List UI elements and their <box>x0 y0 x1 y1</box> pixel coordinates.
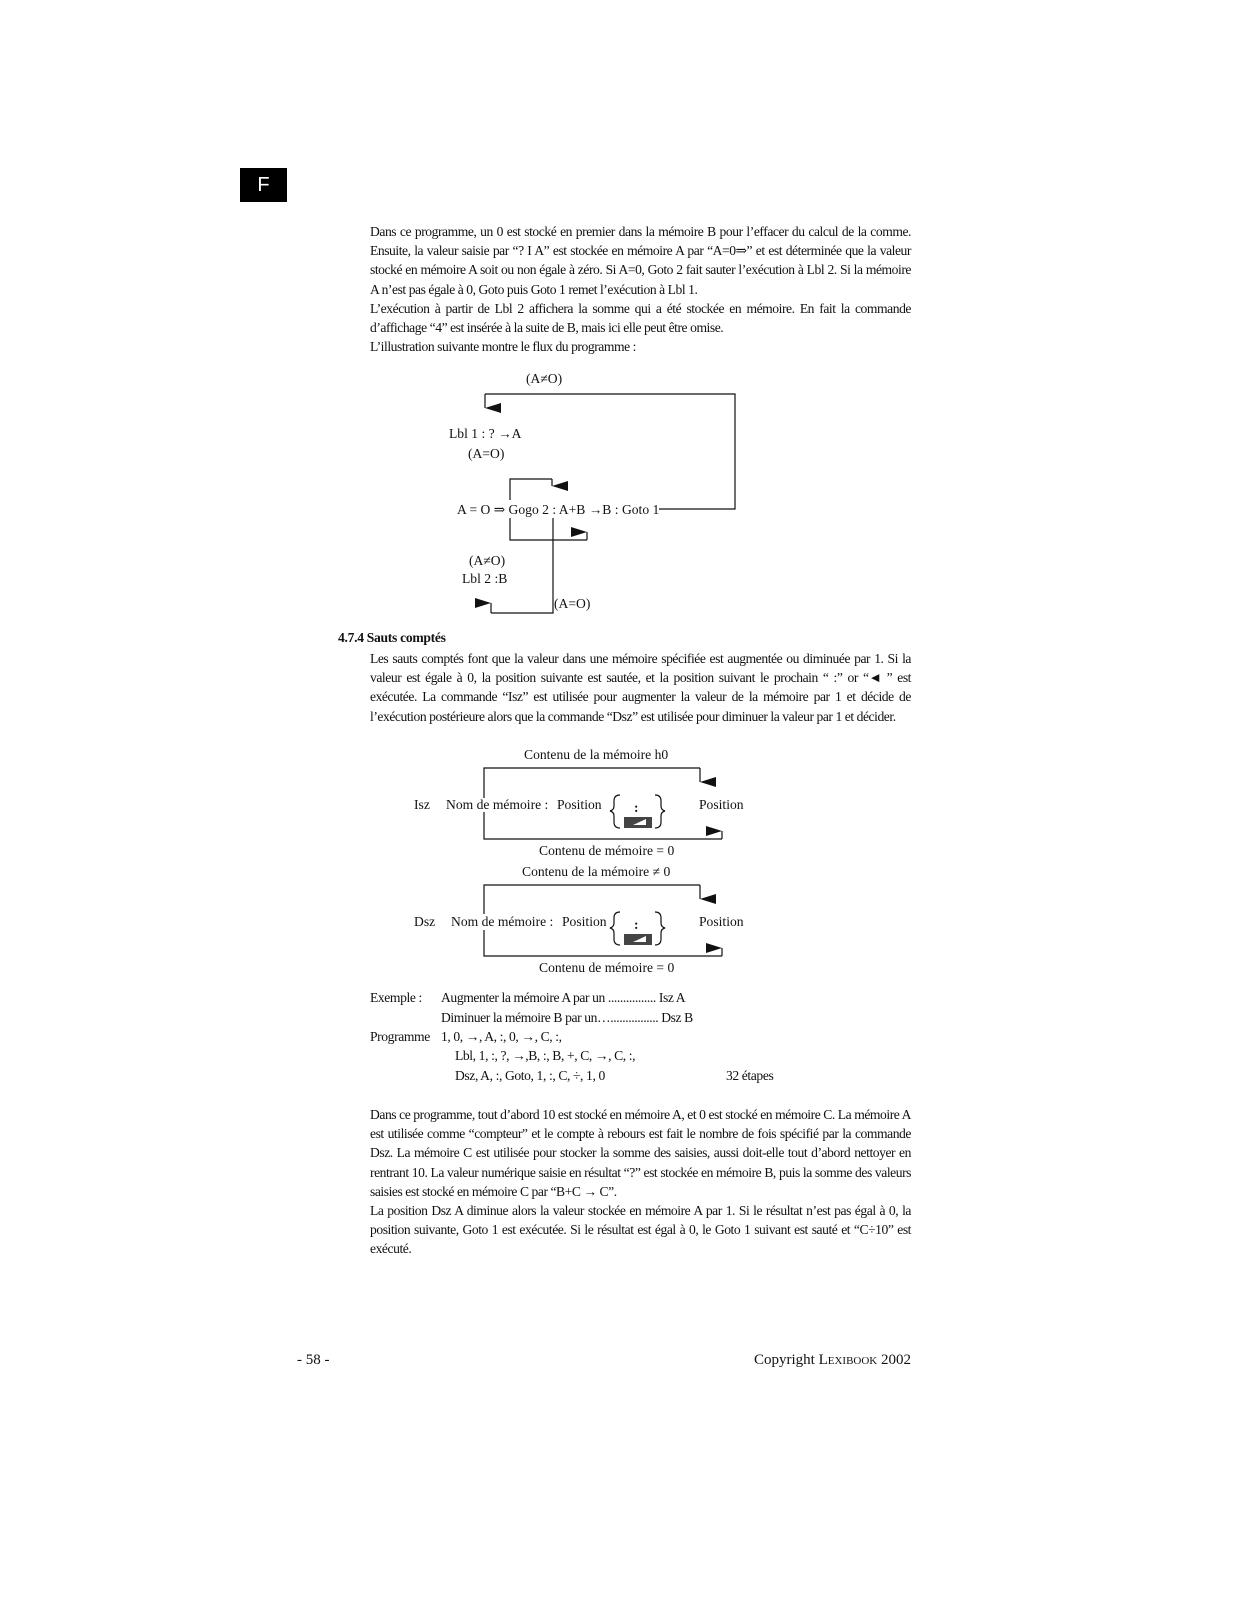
explanation-paragraph-1: Dans ce programme, tout d’abord 10 est stocké en mémoire A, et 0 est stocké en mémoire C. La mémoire A est utilisée comme “compteur” et le compte à rebours est fait le nombre de fois spécifié par la commande Dsz. La mémoire C est utilisée pour stocker la somme des saisies, aussi doit-elle tout d’abord nettoyer en rentrant 10. La valeur numérique saisie en résultat “?” est stockée en mémoire B, puis la somme des valeurs saisies est stocké en mémoire C par “B+C → C”. <box>370 1107 911 1199</box>
program-line-2: Lbl, 1, :, ?, →,B, :, B, +, C, →, C, :, <box>455 1048 636 1063</box>
dsz-left-brace <box>610 912 620 945</box>
isz-right-brace <box>655 795 665 828</box>
isz-display-key-icon <box>624 817 652 828</box>
dsz-separator: : <box>634 917 639 932</box>
dsz-top-line <box>484 885 700 914</box>
intro-paragraph-1: Dans ce programme, un 0 est stocké en premier dans la mémoire B pour l’effacer du calcul de la comme. Ensuite, la valeur saisie par “? I A” est stockée en mémoire A par “A=0⇒” et est déterminée que la valeur stocké en mémoire A soit ou non égale à zéro. Si A=0, Goto 2 fait sauter l’exécution à Lbl 2. Si la mémoire A n’est pas égale à 0, Goto puis Goto 1 remet l’exécution à Lbl 1. <box>370 224 911 297</box>
explanation-paragraph-2: La position Dsz A diminue alors la valeur stockée en mémoire A par 1. Si le résultat n’est pas égal à 0, la position suivante, Goto 1 est exécutée. Si le résultat est égal à 0, le Goto 1 suivant est sauté et “C÷10” est exécuté. <box>370 1203 911 1257</box>
dsz-memory-name: Nom de mémoire : <box>451 914 554 929</box>
isz-left-brace <box>610 795 620 828</box>
isz-memory-name: Nom de mémoire : <box>446 797 549 812</box>
dsz-command: Dsz <box>414 914 436 929</box>
dsz-bottom-line <box>484 930 722 956</box>
dsz-bottom-label: Contenu de mémoire = 0 <box>539 960 675 975</box>
copyright-notice <box>754 1352 911 1369</box>
page-number: - 58 - <box>297 1352 330 1368</box>
program-line-1: 1, 0, →, A, :, 0, →, C, :, <box>441 1029 562 1044</box>
copyright-year: 2002 <box>877 1352 911 1368</box>
section-heading: 4.7.4 Sauts comptés <box>338 630 446 645</box>
example-label: Exemple : <box>370 990 422 1005</box>
isz-top-label: Contenu de la mémoire h0 <box>524 747 669 762</box>
example-line-2: Diminuer la mémoire B par un…................ Dsz B <box>441 1010 693 1025</box>
isz-result-position: Position <box>699 797 744 812</box>
dsz-position-label: Position <box>562 914 607 929</box>
flow-top-condition: (A≠O) <box>526 371 563 386</box>
copyright-brand: Lexibook <box>818 1352 878 1368</box>
isz-top-line <box>484 768 700 798</box>
isz-position-label: Position <box>557 797 602 812</box>
example-line-1: Augmenter la mémoire A par un ................ Isz A <box>441 990 686 1005</box>
explanation-text <box>370 1105 911 1259</box>
flow-branch-condition: (A≠O) <box>469 553 506 568</box>
small-loop-line <box>510 479 552 500</box>
section-body <box>370 649 911 726</box>
dsz-right-brace <box>655 912 665 945</box>
copyright-prefix: Copyright <box>753 1352 819 1368</box>
isz-separator: : <box>634 800 639 815</box>
intro-paragraph-2: L’exécution à partir de Lbl 2 affichera la somme qui a été stockée en mémoire. En fait la commande d’affichage “4” est insérée à la suite de B, mais ici elle peut être omise. <box>370 300 911 336</box>
flow-line-2: A = O ⇒ Gogo 2 : A+B →B : Goto 1 <box>457 502 660 517</box>
return-loop-line <box>510 518 587 540</box>
flow-line-3: Lbl 2 :B <box>462 571 508 586</box>
isz-command: Isz <box>414 797 430 812</box>
dsz-top-label: Contenu de la mémoire ≠ 0 <box>522 864 671 879</box>
isz-bottom-label: Contenu de mémoire = 0 <box>539 843 675 858</box>
isz-bottom-line <box>484 812 722 839</box>
intro-paragraph-3: L’illustration suivante montre le flux du programme : <box>370 339 636 355</box>
section-body-paragraph: Les sauts comptés font que la valeur dans une mémoire spécifiée est augmentée ou diminuée par 1. Si la valeur est égale à 0, la position suivante est sautée, et la position suivant le prochain “ :” or “◄ ” est exécutée. La commande “Isz” est utilisée pour augmenter la valeur de la mémoire par 1 et décide de l’exécution postérieure alors que la commande “Dsz” est utilisée pour diminuer la valeur par 1 et décider. <box>370 651 911 724</box>
flow-line-1-condition: (A=O) <box>468 446 505 461</box>
program-line-3: Dsz, A, :, Goto, 1, :, C, ÷, 1, 0 <box>455 1068 605 1083</box>
goto-1-loop-line <box>485 394 735 509</box>
program-label: Programme <box>370 1029 430 1044</box>
flow-bottom-condition: (A=O) <box>554 596 591 611</box>
dsz-result-position: Position <box>699 914 744 929</box>
program-steps: 32 étapes <box>726 1068 774 1083</box>
flow-line-1: Lbl 1 : ? →A <box>449 426 522 441</box>
dsz-display-key-icon <box>624 934 652 945</box>
language-tab: F <box>240 168 287 202</box>
